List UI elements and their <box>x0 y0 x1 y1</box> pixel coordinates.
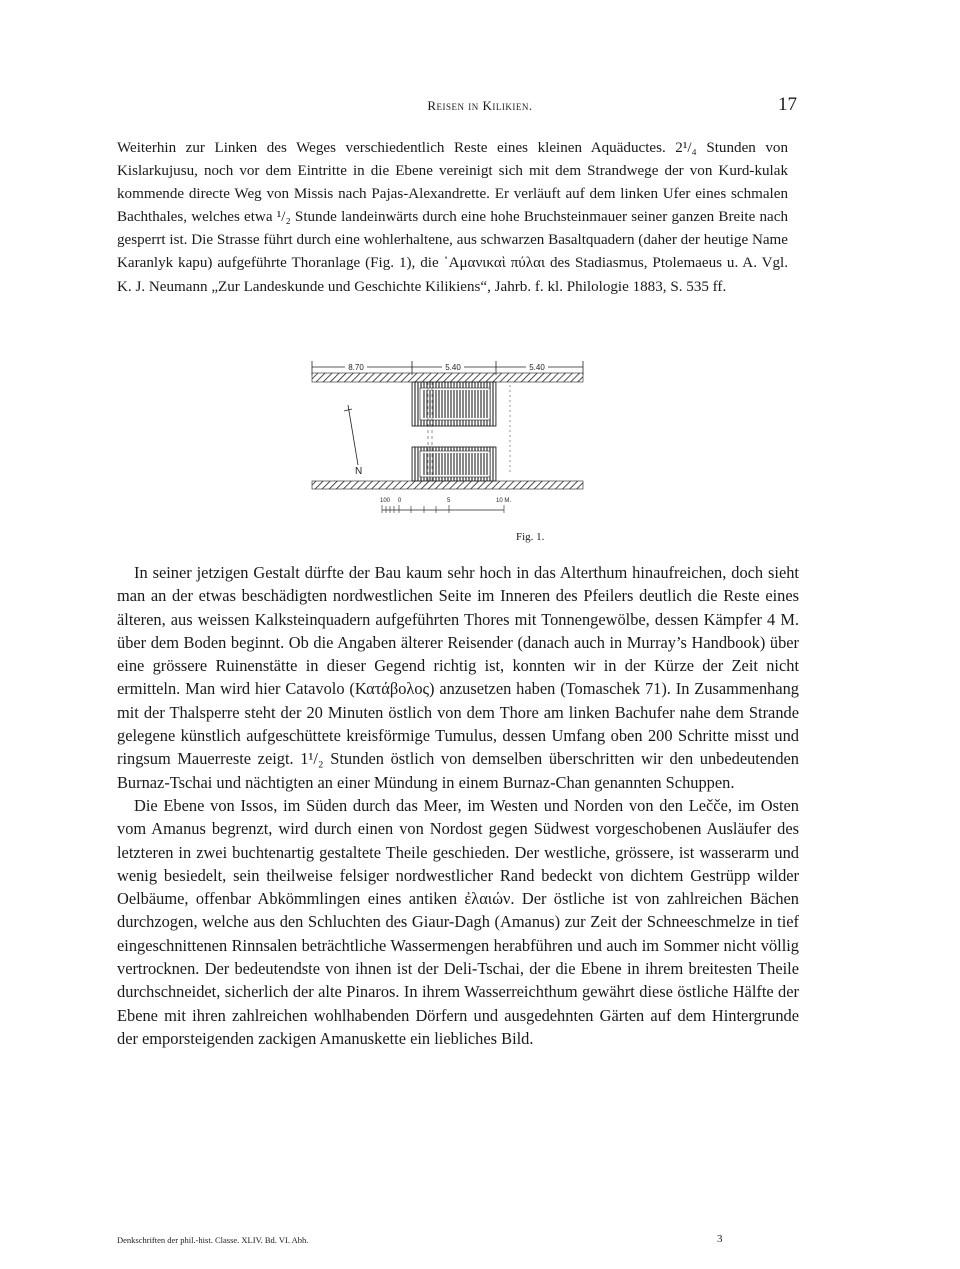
paragraph: Weiterhin zur Linken des Weges verschiedentlich Reste eines kleinen Aquäductes. 2¹/₄ Stunden von Kislarkujusu, noch vor dem Eintritte in die Ebene vereinigt sich mit dem Strandwege der von Kurd-kulak kommende directe Weg von Missis nach Pajas-Alexandrette. Er verläuft auf dem linken Ufer eines schmalen Bachthales, welches etwa ¹/₂ Stunde landeinwärts durch eine hohe Bruchsteinmauer seiner ganzen Breite nach gesperrt ist. Die Strasse führt durch eine wohlerhaltene, aus schwarzen Basaltquadern (daher der heutige Name Karanlyk kapu) aufgeführte Thoranlage (Fig. 1), die ᾿Αμανικαὶ πύλαι des Stadiasmus, Ptolemaeus u. A. Vgl. K. J. Neumann „Zur Landeskunde und Geschichte Kilikiens“, Jahrb. f. kl. Philologie 1883, S. 535 ff. <box>117 140 788 295</box>
signature-mark: 3 <box>717 1233 723 1245</box>
scale-label: 100 <box>380 498 391 504</box>
dimension-label: 5.40 <box>529 363 545 372</box>
body-text-small <box>117 137 788 299</box>
paragraph: Die Ebene von Issos, im Süden durch das Meer, im Westen und Norden von den Lečče, im Osten vom Amanus begrenzt, wird durch einen von Nordost gegen Südwest vorgeschobenen Ausläufer des letzteren in zwei buchtenartig gestaltete Theile geschieden. Der westliche, grössere, ist wasserarm und wenig besiedelt, sein theilweise felsiger nordwestlicher Rand bedeckt von dichtem Gestrüpp wilder Oelbäume, offenbar Abkömmlingen eines antiken ἐλαιών. Der östliche ist von zahlreichen Bächen durchzogen, welche aus den Schluchten des Giaur-Dagh (Amanus) zur Zeit der Schneeschmelze in tief eingeschnittenen Rinnsalen beträchtliche Wassermengen herabführen und auch im Sommer nicht völlig vertrocknen. Der bedeutendste von ihnen ist der Deli-Tschai, der die Ebene in ihrem breitesten Theile durchschneidet, sicherlich der alte Pinaros. In ihrem Wasserreichthum gewährt diese östliche Hälfte der Ebene mit ihren zahlreichen wohlhabenden Dörfern und ausgedehnten Gärten auf dem Hintergrunde der emporsteigenden zackigen Amanuskette ein liebliches Bild. <box>117 795 799 1048</box>
wall-top <box>312 373 583 382</box>
dimension-label: 8.70 <box>348 363 364 372</box>
running-title: Reisen in Kilikien. <box>427 98 533 113</box>
paragraph: In seiner jetzigen Gestalt dürfte der Bau kaum sehr hoch in das Alterthum hinaufreichen, doch sieht man an der etwas beschädigten nordwestlichen Seite im Inneren des Pfeilers deutlich die Reste eines älteren, aus weissen Kalksteinquadern aufgeführten Thores mit Tonnengewölbe, dessen Kämpfer 4 M. über dem Boden beginnt. Ob die Angaben älterer Reisender (danach auch in Murray’s Handbook) über eine grössere Ruinenstätte in dieser Gegend richtig ist, konnten wir in der Kürze der Zeit nicht ermitteln. Man wird hier Catavolo (Κατάβολος) anzusetzen haben (Tomaschek 71). In Zusammenhang mit der Thalsperre steht der 20 Minuten östlich von dem Thore am linken Bachufer nahe dem Strande gelegene künstlich aufgeschüttete kreisförmige Tumulus, dessen Umfang oben 200 Schritte misst und ringsum Mauerreste zeigt. 1¹/₂ Stunden östlich von demselben überschritten wir den unbedeutenden Burnaz-Tschai und nächtigten an einer Mündung in einem Burnaz-Chan genannten Schuppen. <box>117 563 799 792</box>
scale-label: 5 <box>447 498 451 504</box>
footer <box>117 1235 727 1245</box>
footer-publication: Denkschriften der phil.-hist. Classe. XLIV. Bd. VI. Abh. <box>117 1235 309 1245</box>
scale-label: 10 M. <box>496 498 512 504</box>
north-arrow <box>344 405 362 477</box>
figure-gate-plan <box>300 355 590 525</box>
dimension-label: 5.40 <box>445 363 461 372</box>
scale-label: 0 <box>398 498 402 504</box>
body-text-large <box>117 561 799 1050</box>
figure-caption: Fig. 1. <box>516 531 545 543</box>
scale-bar <box>380 498 511 513</box>
north-label: N <box>355 466 363 477</box>
page-number: 17 <box>778 94 797 115</box>
wall-bottom <box>312 481 583 489</box>
